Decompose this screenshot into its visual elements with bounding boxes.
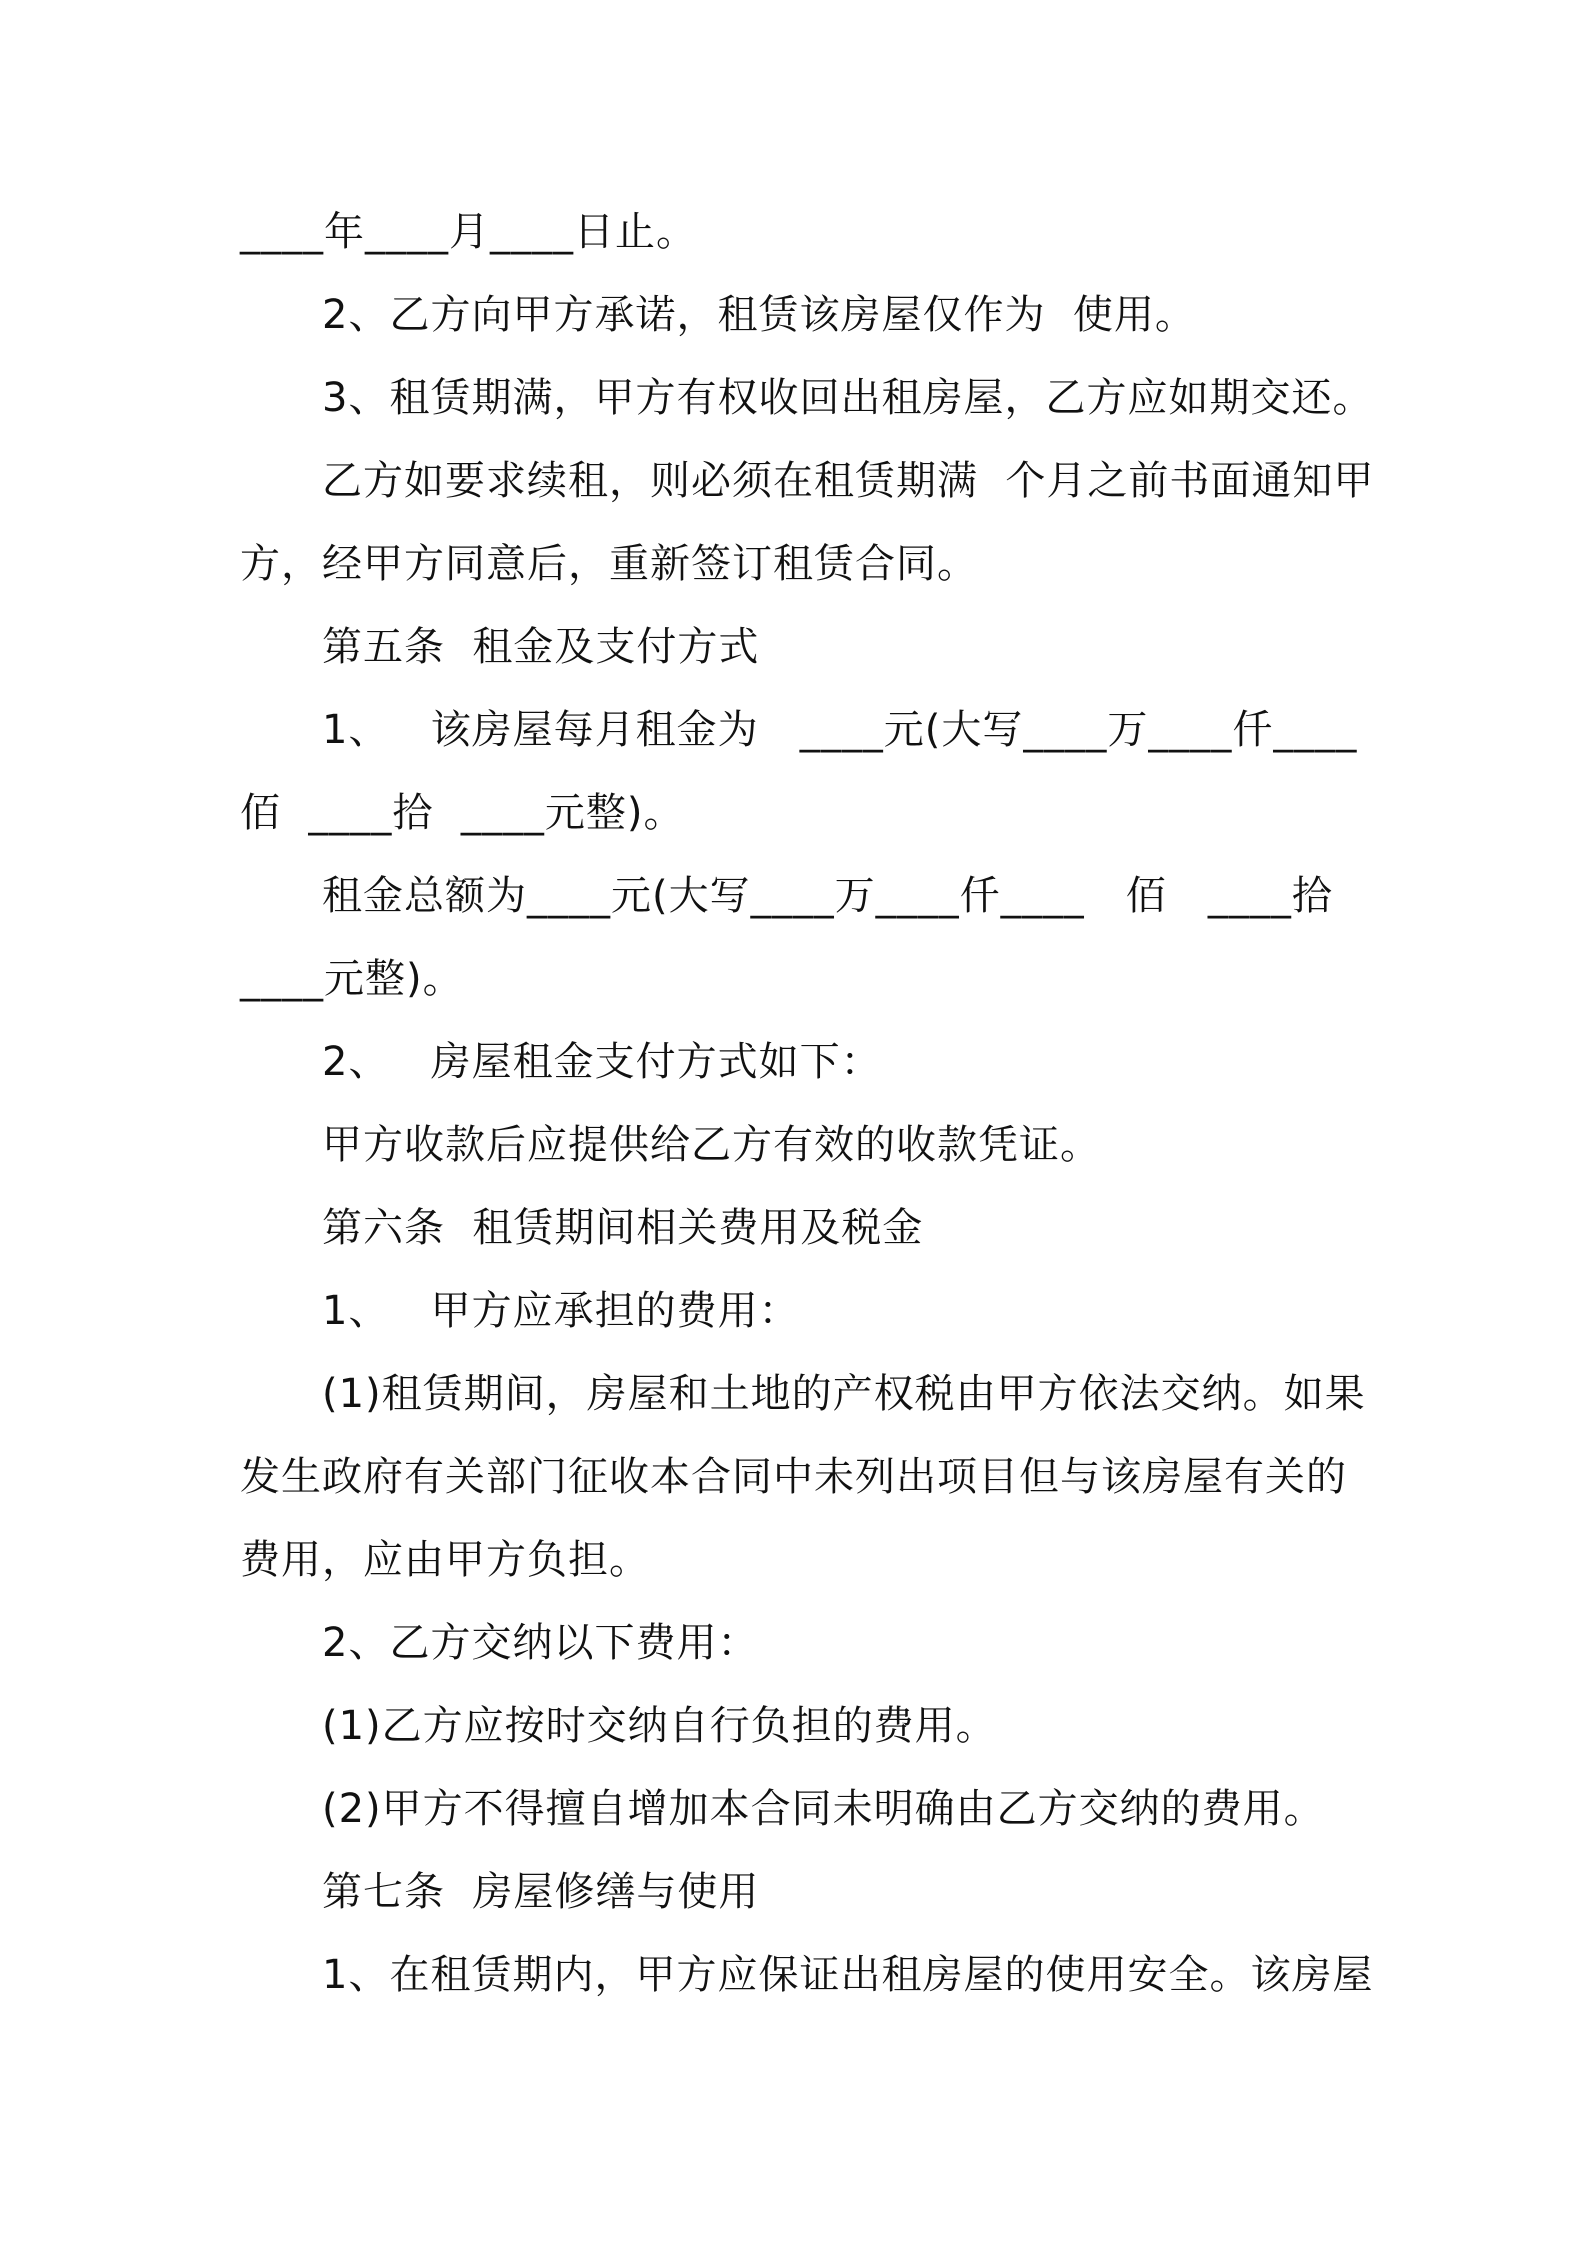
text-line-renewal-1: 乙方如要求续租，则必须在租赁期满 个月之前书面通知甲 — [322, 458, 1375, 504]
text-line-tax-3: 费用，应由甲方负担。 — [240, 1537, 650, 1583]
text-line-total-rent-1: 租金总额为____元(大写____万____仟____ 佰 ____拾 — [322, 873, 1333, 919]
text-line-clause-4-2: 2、乙方向甲方承诺，租赁该房屋仅作为 使用。 — [322, 292, 1196, 338]
text-line-party-a-fees: 1、 甲方应承担的费用： — [322, 1288, 800, 1334]
text-line-party-b-fee-2: (2)甲方不得擅自增加本合同未明确由乙方交纳的费用。 — [322, 1786, 1325, 1832]
text-line-tax-1: (1)租赁期间，房屋和土地的产权税由甲方依法交纳。如果 — [322, 1371, 1366, 1417]
text-line-total-rent-2: ____元整)。 — [240, 956, 464, 1002]
text-line-renewal-2: 方，经甲方同意后，重新签订租赁合同。 — [240, 541, 978, 587]
text-line-repair-1: 1、在租赁期内，甲方应保证出租房屋的使用安全。该房屋 — [322, 1952, 1374, 1998]
section-heading-article-6: 第六条 租赁期间相关费用及税金 — [322, 1205, 924, 1251]
text-line-receipt: 甲方收款后应提供给乙方有效的收款凭证。 — [322, 1122, 1101, 1168]
text-line-monthly-rent-2: 佰 ____拾 ____元整)。 — [240, 790, 685, 836]
section-heading-article-5: 第五条 租金及支付方式 — [322, 624, 760, 670]
text-line-party-b-fee-1: (1)乙方应按时交纳自行负担的费用。 — [322, 1703, 997, 1749]
text-line-clause-4-3: 3、租赁期满，甲方有权收回出租房屋，乙方应如期交还。 — [322, 375, 1374, 421]
text-line-party-b-fees: 2、乙方交纳以下费用： — [322, 1620, 759, 1666]
section-heading-article-7: 第七条 房屋修缮与使用 — [322, 1869, 760, 1915]
text-line-monthly-rent-1: 1、 该房屋每月租金为 ____元(大写____万____仟____ — [322, 707, 1358, 753]
text-line-date-end: ____年____月____日止。 — [240, 209, 697, 255]
text-line-tax-2: 发生政府有关部门征收本合同中未列出项目但与该房屋有关的 — [240, 1454, 1347, 1500]
text-line-payment-method: 2、 房屋租金支付方式如下： — [322, 1039, 882, 1085]
